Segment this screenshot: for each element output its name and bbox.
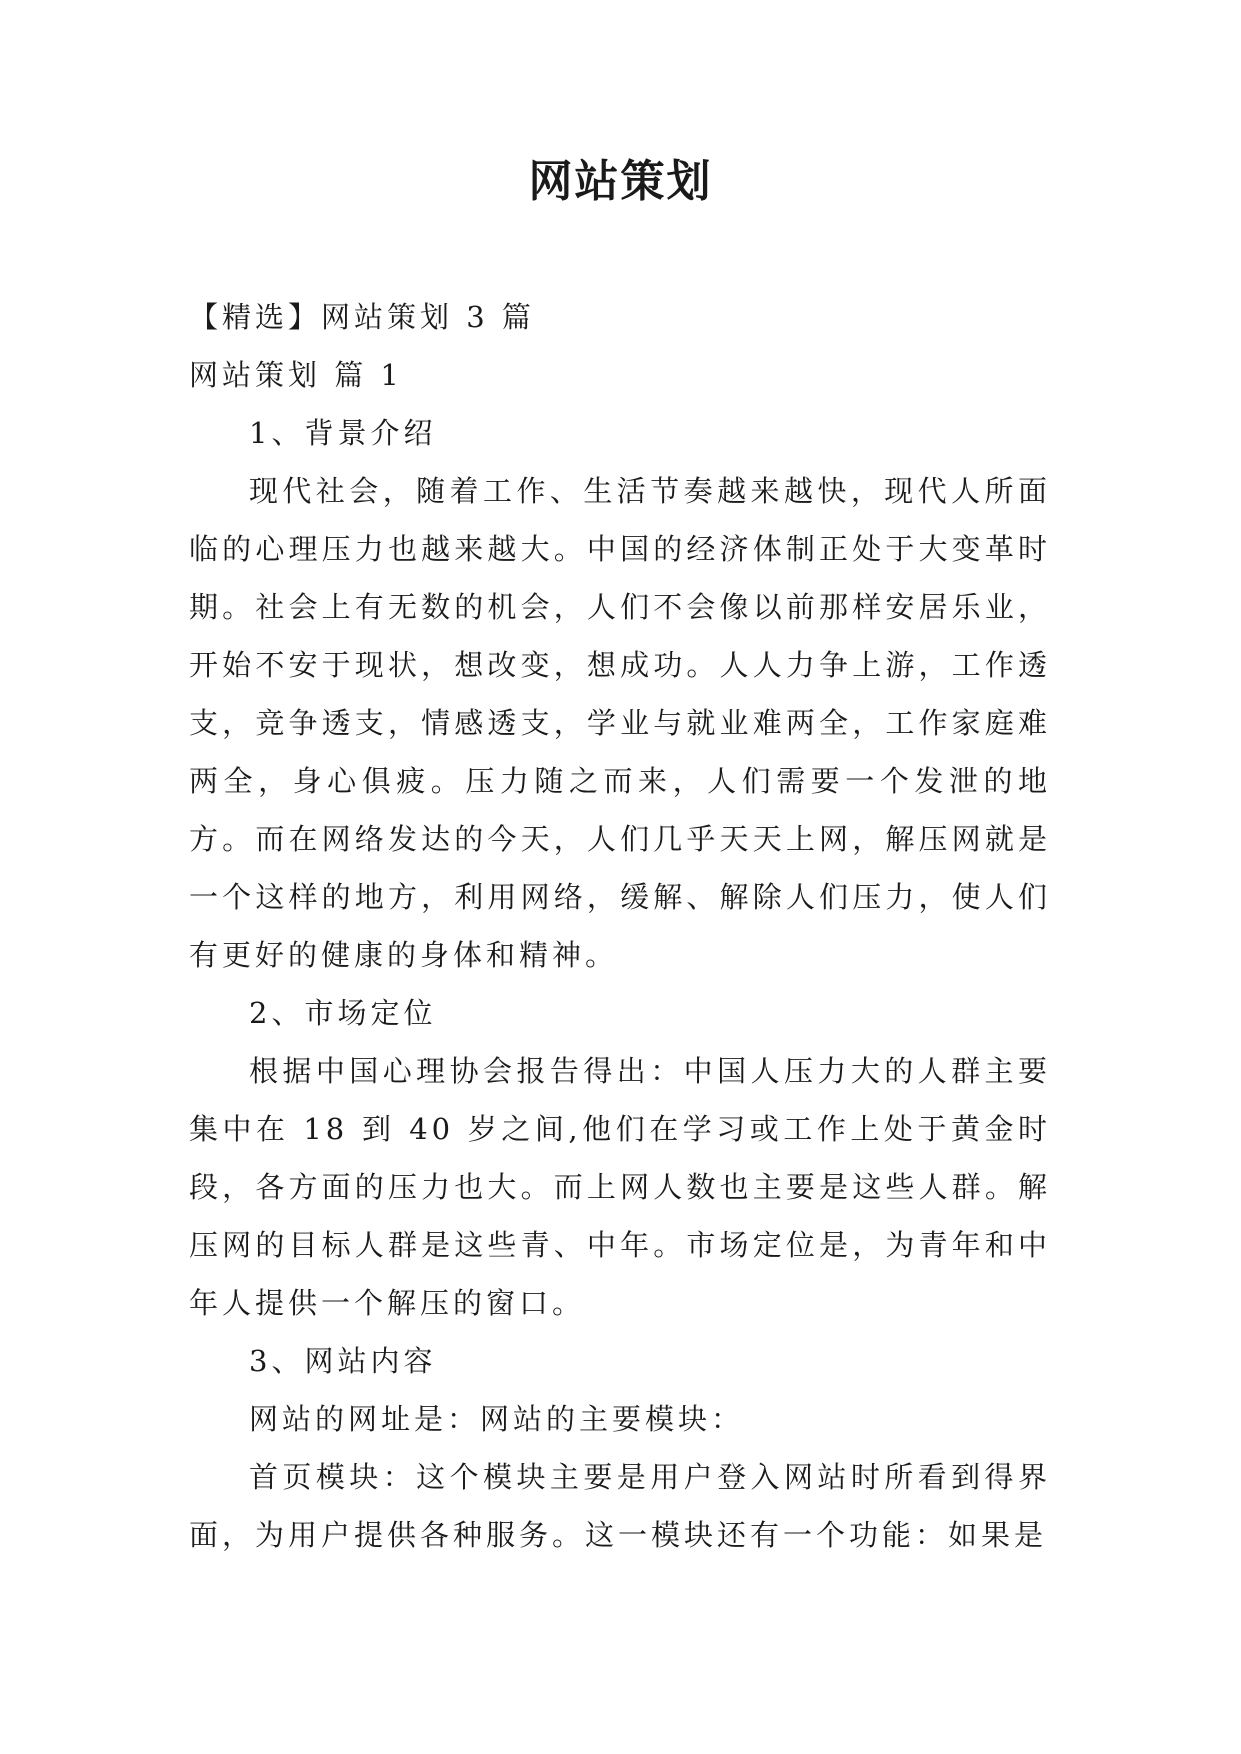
paragraph-market: 根据中国心理协会报告得出：中国人压力大的人群主要集中在 18 到 40 岁之间,他们在学习或工作上处于黄金时段，各方面的压力也大。而上网人数也主要是这些人群。解压网的目标人群是这些青、中年。市场定位是，为青年和中年人提供一个解压的窗口。 bbox=[189, 1054, 1051, 1320]
section-heading: 网站策划 篇 1 bbox=[189, 358, 403, 392]
document-title: 网站策划 bbox=[528, 156, 713, 207]
document-body bbox=[189, 288, 1051, 1564]
paragraph-heading-background: 1、背景介绍 bbox=[249, 416, 437, 450]
document-subtitle: 【精选】网站策划 3 篇 bbox=[189, 300, 535, 334]
paragraph-home-module: 首页模块：这个模块主要是用户登入网站时所看到得界面，为用户提供各种服务。这一模块还有一个功能：如果是 bbox=[189, 1460, 1051, 1552]
paragraph-heading-market: 2、市场定位 bbox=[249, 996, 437, 1030]
paragraph-heading-content: 3、网站内容 bbox=[249, 1344, 437, 1378]
paragraph-site-address: 网站的网址是：网站的主要模块： bbox=[249, 1402, 745, 1436]
paragraph-background: 现代社会，随着工作、生活节奏越来越快，现代人所面临的心理压力也越来越大。中国的经济体制正处于大变革时期。社会上有无数的机会，人们不会像以前那样安居乐业，开始不安于现状，想改变，想成功。人人力争上游，工作透支，竞争透支，情感透支，学业与就业难两全，工作家庭难两全，身心俱疲。压力随之而来，人们需要一个发泄的地方。而在网络发达的今天，人们几乎天天上网，解压网就是一个这样的地方，利用网络，缓解、解除人们压力，使人们有更好的健康的身体和精神。 bbox=[189, 474, 1051, 972]
